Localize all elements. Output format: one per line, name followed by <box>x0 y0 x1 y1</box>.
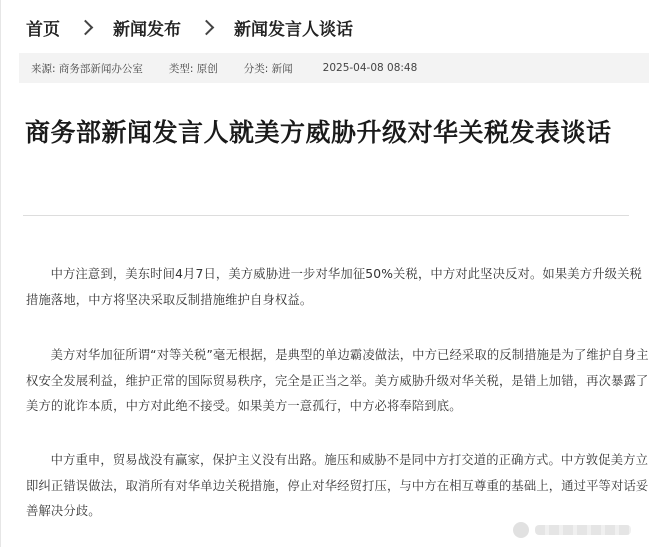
meta-source: 来源: 商务部新闻办公室 <box>31 62 143 75</box>
meta-date: 2025-04-08 08:48 <box>322 62 418 74</box>
article-paragraph-3: 中方重申，贸易战没有赢家，保护主义没有出路。施压和威胁不是同中方打交道的正确方式。中方敦促美方立即纠正错误做法，取消所有对华单边关税措施，停止对华经贸打压，与中方在相互尊重的基础上，通过平等对话妥善解决分歧。 <box>26 453 649 518</box>
breadcrumb-home-link[interactable]: 首页 <box>26 19 60 40</box>
article-paragraph-1: 中方注意到，美东时间4月7日，美方威胁进一步对华加征50%关税，中方对此坚决反对。如果美方升级关税措施落地，中方将坚决采取反制措施维护自身权益。 <box>26 267 642 307</box>
breadcrumb-news-release-link[interactable]: 新闻发布 <box>113 19 181 40</box>
breadcrumb <box>26 14 353 40</box>
breadcrumb-spokesperson-link[interactable]: 新闻发言人谈话 <box>234 19 353 40</box>
meta-type: 类型: 原创 <box>168 62 218 75</box>
article-meta-bar <box>19 53 649 83</box>
article-title: 商务部新闻发言人就美方威胁升级对华关税发表谈话 <box>25 118 612 147</box>
meta-category: 分类: 新闻 <box>243 62 293 75</box>
chevron-right-icon <box>199 19 215 35</box>
watermark <box>513 520 641 540</box>
watermark-blurred-text <box>535 525 631 535</box>
title-divider <box>23 215 629 216</box>
article-paragraph-2: 美方对华加征所谓“对等关税”毫无根据，是典型的单边霸凌做法，中方已经采取的反制措施是为了维护自身主权安全发展利益，维护正常的国际贸易秩序，完全是正当之举。美方威胁升级对华关税，是错上加错，再次暴露了美方的讹诈本质，中方对此绝不接受。如果美方一意孤行，中方必将奉陪到底。 <box>26 348 649 413</box>
chevron-right-icon <box>78 19 94 35</box>
watermark-logo-icon <box>513 522 529 538</box>
